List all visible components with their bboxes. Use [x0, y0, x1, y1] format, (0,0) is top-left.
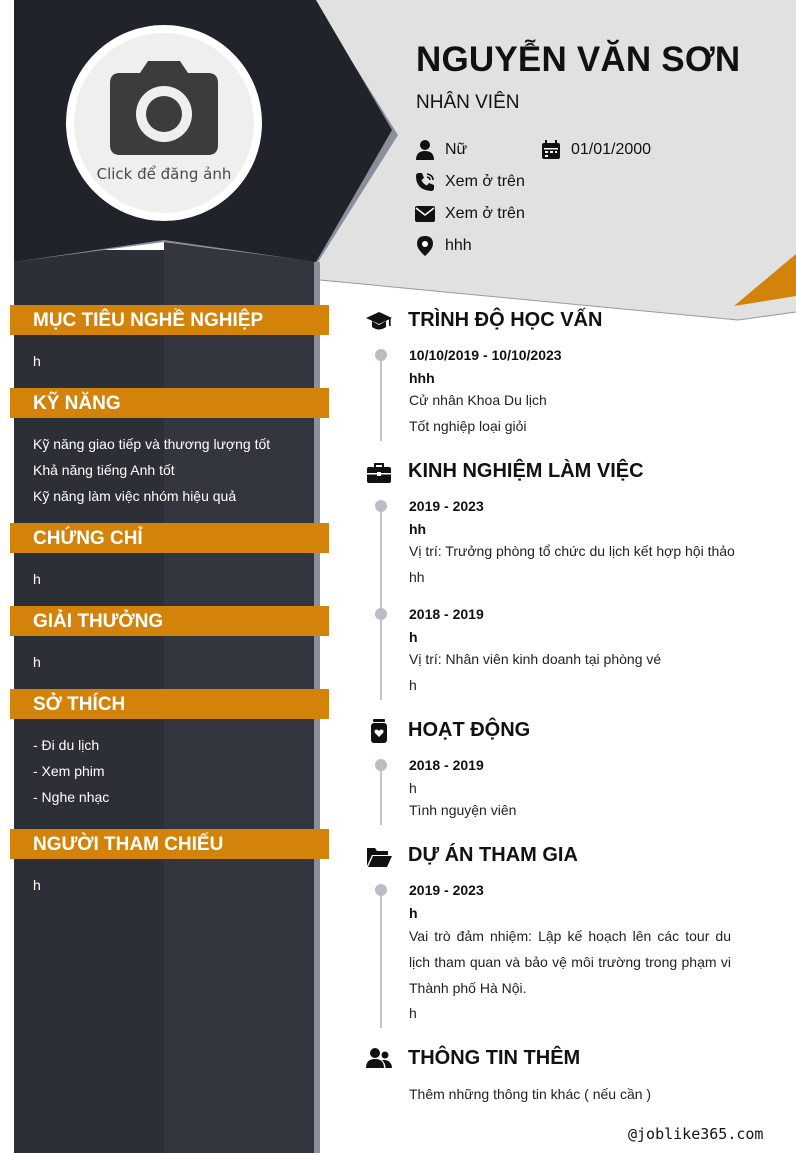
phone-value: Xem ở trên — [445, 173, 525, 190]
education-school: hhh — [409, 370, 435, 386]
additional-heading: THÔNG TIN THÊM — [408, 1047, 581, 1069]
users-icon — [366, 1046, 392, 1072]
camera-icon — [110, 61, 218, 155]
hobby-item: - Nghe nhạc — [33, 789, 110, 805]
gender-row — [415, 140, 467, 160]
activities-timeline — [380, 765, 382, 825]
project-entry — [409, 882, 731, 1026]
experience-company: hh — [409, 521, 427, 537]
activity-entry — [409, 757, 516, 823]
certificates-heading: CHỨNG CHỈ — [10, 523, 329, 553]
email-value: Xem ở trên — [445, 205, 525, 222]
certificates-text: h — [33, 571, 41, 587]
references-heading: NGƯỜI THAM CHIẾU — [10, 829, 329, 859]
experience-entry — [409, 606, 661, 698]
project-name: h — [409, 905, 418, 921]
footer-watermark: @joblike365.com — [628, 1125, 764, 1143]
experience-heading: KINH NGHIỆM LÀM VIỆC — [408, 460, 644, 482]
experience-company: h — [409, 629, 418, 645]
experience-role: Vị trí: Trưởng phòng tổ chức du lịch kết hợp hội thảo — [409, 543, 735, 559]
project-date: 2019 - 2023 — [409, 882, 484, 898]
timeline-dot — [375, 759, 387, 771]
project-extra: h — [409, 1005, 417, 1021]
timeline-dot — [375, 349, 387, 361]
avatar-caption: Click để đăng ảnh — [96, 165, 232, 183]
activities-heading: HOẠT ĐỘNG — [408, 719, 531, 741]
awards-text: h — [33, 654, 41, 670]
email-row — [415, 204, 525, 224]
experience-date: 2018 - 2019 — [409, 606, 484, 622]
objective-heading: MỤC TIÊU NGHỀ NGHIỆP — [10, 305, 329, 335]
education-heading: TRÌNH ĐỘ HỌC VẤN — [408, 309, 603, 331]
location-pin-icon — [415, 236, 435, 256]
birthday-row — [541, 140, 651, 160]
activity-desc: Tình nguyện viên — [409, 802, 517, 818]
education-major: Cử nhân Khoa Du lịch — [409, 392, 547, 408]
experience-timeline — [380, 506, 382, 700]
skill-item: Kỹ năng làm việc nhóm hiệu quả — [33, 488, 237, 504]
skills-heading: KỸ NĂNG — [10, 388, 329, 418]
hobbies-list — [33, 732, 109, 810]
objective-text: h — [33, 353, 41, 369]
phone-icon — [415, 172, 435, 192]
skill-item: Khả năng tiếng Anh tốt — [33, 462, 175, 478]
calendar-icon — [541, 140, 561, 160]
envelope-icon — [415, 204, 435, 224]
skills-list — [33, 431, 270, 509]
gender-value: Nữ — [445, 141, 468, 158]
heart-jar-icon — [366, 718, 392, 744]
references-text: h — [33, 877, 41, 893]
education-date: 10/10/2019 - 10/10/2023 — [409, 347, 562, 363]
skill-item: Kỹ năng giao tiếp và thương lượng tốt — [33, 436, 271, 452]
birthday-value: 01/01/2000 — [571, 141, 652, 158]
address-value: hhh — [445, 237, 472, 254]
experience-date: 2019 - 2023 — [409, 498, 484, 514]
hobby-item: - Xem phim — [33, 763, 105, 779]
projects-heading: DỰ ÁN THAM GIA — [408, 844, 578, 866]
timeline-dot — [375, 608, 387, 620]
avatar-upload[interactable] — [66, 25, 262, 221]
education-entry — [409, 347, 562, 439]
candidate-position: NHÂN VIÊN — [416, 92, 520, 113]
candidate-name: NGUYỄN VĂN SƠN — [416, 40, 741, 79]
education-result: Tốt nghiệp loại giỏi — [409, 418, 527, 434]
projects-timeline — [380, 890, 382, 1028]
folder-open-icon — [366, 844, 392, 870]
person-icon — [415, 140, 435, 160]
project-desc: Vai trò đảm nhiệm: Lập kế hoạch lên các tour du lịch tham quan và bảo vệ môi trường trong phạm vi Thành phố Hà Nội. — [409, 928, 731, 996]
experience-desc: hh — [409, 569, 425, 585]
experience-entry — [409, 498, 735, 590]
activity-org: h — [409, 780, 417, 796]
phone-row — [415, 172, 525, 192]
experience-desc: h — [409, 677, 417, 693]
hobby-item: - Đi du lịch — [33, 737, 100, 753]
timeline-dot — [375, 500, 387, 512]
awards-heading: GIẢI THƯỞNG — [10, 606, 329, 636]
experience-role: Vị trí: Nhân viên kinh doanh tại phòng vé — [409, 651, 662, 667]
address-row — [415, 236, 472, 256]
additional-text: Thêm những thông tin khác ( nếu cần ) — [409, 1086, 652, 1102]
briefcase-icon — [366, 460, 392, 486]
graduation-cap-icon — [366, 308, 392, 334]
timeline-dot — [375, 884, 387, 896]
education-timeline — [380, 355, 382, 441]
activity-date: 2018 - 2019 — [409, 757, 484, 773]
hobbies-heading: SỞ THÍCH — [10, 689, 329, 719]
